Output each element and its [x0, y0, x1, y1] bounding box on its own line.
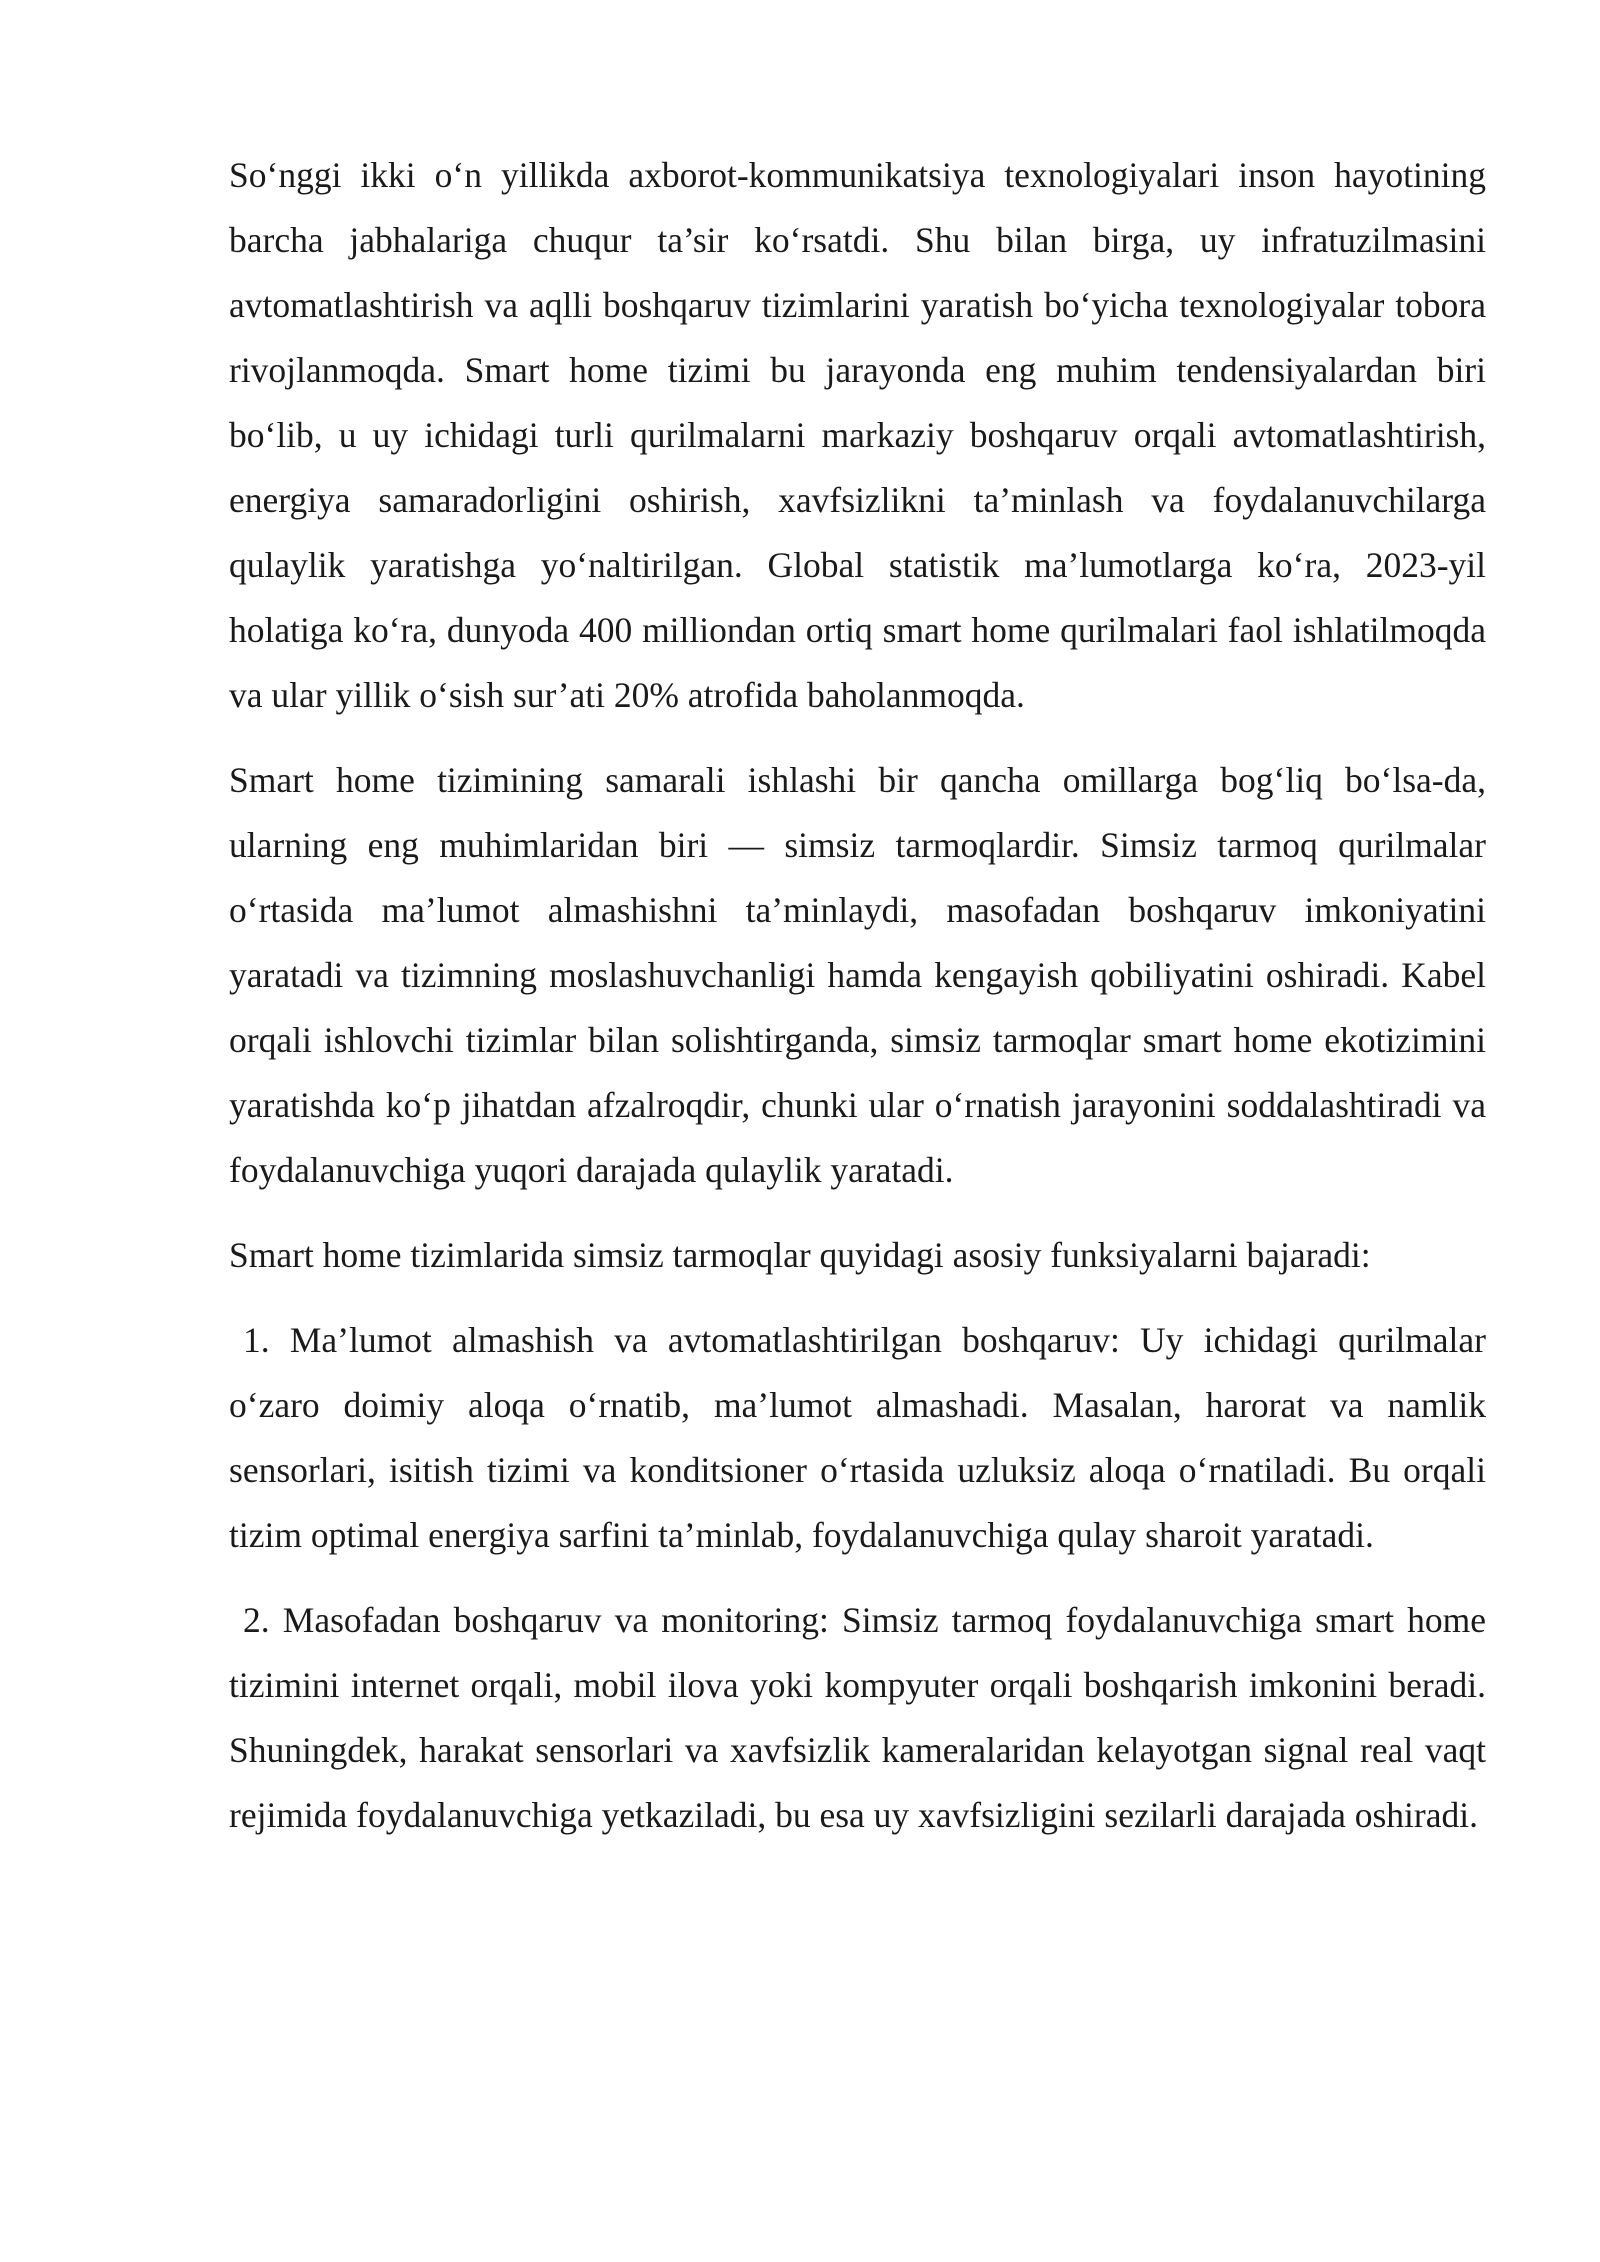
- intro-paragraph: So‘nggi ikki o‘n yillikda axborot-kommunikatsiya texnologiyalari inson hayotining barcha jabhalariga chuqur ta’sir ko‘rsatdi. Shu bilan birga, uy infratuzilmasini avtomatlashtirish va aqlli boshqaruv tizimlarini yaratish bo‘yicha texnologiyalar tobora rivojlanmoqda. Smart home tizimi bu jarayonda eng muhim tendensiyalardan biri bo‘lib, u uy ichidagi turli qurilmalarni markaziy boshqaruv orqali avtomatlashtirish, energiya samaradorligini oshirish, xavfsizlikni ta’minlash va foydalanuvchilarga qulaylik yaratishga yo‘naltirilgan. Global statistik ma’lumotlarga ko‘ra, 2023-yil holatiga ko‘ra, dunyoda 400 milliondan ortiq smart home qurilmalari faol ishlatilmoqda va ular yillik o‘sish sur’ati 20% atrofida baholanmoqda.: [229, 155, 1486, 715]
- list-item-number: 2.: [243, 1600, 270, 1640]
- document-body: [229, 143, 1486, 1868]
- list-item-text: Masofadan boshqaruv va monitoring: Simsiz tarmoq foydalanuvchiga smart home tizimini internet orqali, mobil ilova yoki kompyuter orqali boshqarish imkonini beradi. Shuningdek, harakat sensorlari va xavfsizlik kameralaridan kelayotgan signal real vaqt rejimida foydalanuvchiga yetkaziladi, bu esa uy xavfsizligini sezilarli darajada oshiradi.: [229, 1600, 1487, 1835]
- functions-intro-paragraph: Smart home tizimlarida simsiz tarmoqlar quyidagi asosiy funksiyalarni bajaradi:: [229, 1235, 1371, 1275]
- wireless-networks-paragraph: Smart home tizimining samarali ishlashi bir qancha omillarga bog‘liq bo‘lsa-da, ularning eng muhimlaridan biri — simsiz tarmoqlardir. Simsiz tarmoq qurilmalar o‘rtasida ma’lumot almashishni ta’minlaydi, masofadan boshqaruv imkoniyatini yaratadi va tizimning moslashuvchanligi hamda kengayish qobiliyatini oshiradi. Kabel orqali ishlovchi tizimlar bilan solishtirganda, simsiz tarmoqlar smart home ekotizimini yaratishda ko‘p jihatdan afzalroqdir, chunki ular o‘rnatish jarayonini soddalashtiradi va foydalanuvchiga yuqori darajada qulaylik yaratadi.: [229, 760, 1486, 1190]
- list-item: [229, 1588, 1486, 1848]
- list-item: [229, 1308, 1486, 1568]
- list-item-text: Ma’lumot almashish va avtomatlashtirilgan boshqaruv: Uy ichidagi qurilmalar o‘zaro doimiy aloqa o‘rnatib, ma’lumot almashadi. Masalan, harorat va namlik sensorlari, isitish tizimi va konditsioner o‘rtasida uzluksiz aloqa o‘rnatiladi. Bu orqali tizim optimal energiya sarfini ta’minlab, foydalanuvchiga qulay sharoit yaratadi.: [229, 1320, 1486, 1555]
- list-item-number: 1.: [243, 1320, 270, 1360]
